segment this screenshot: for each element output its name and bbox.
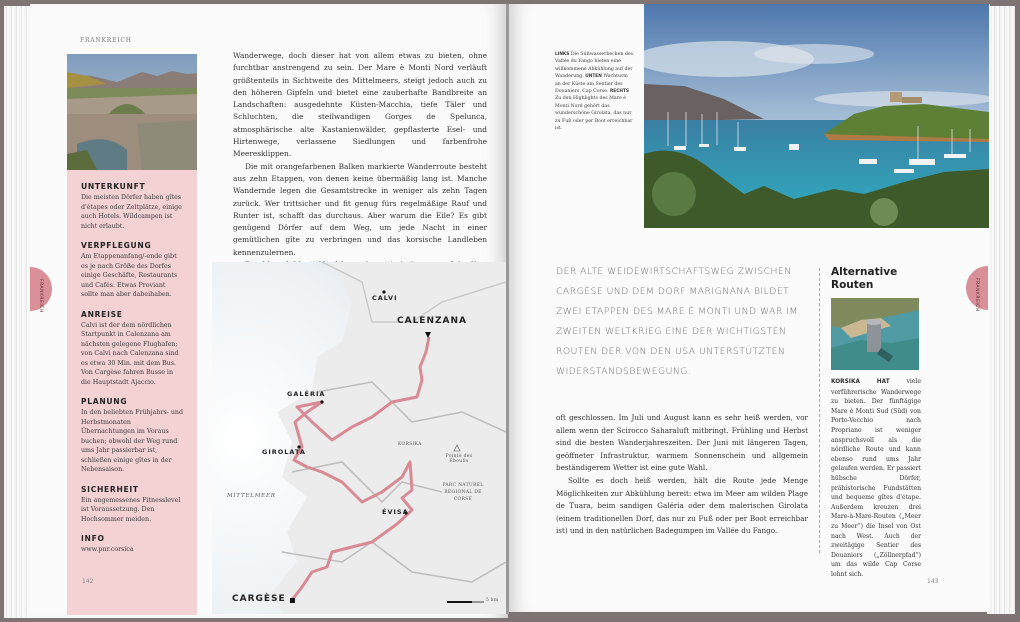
body-text-right: oft geschlossen. Im Juli und August kann es sehr heiß werden, vor allem wenn der Scirocco Saharaluft mitbringt. Frühling und Herbst sind die besten Wanderjahreszeiten. Der Juni mit längeren Tagen, geöffneter Infrastruktur, warmem Sonnenschein und allgemein beständigerem Wetter ist eine gute Wahl. Sollte es doch heiß werden, hält die Route jede Menge Möglichkeiten zur Abkühlung bereit: etwa im Meer am wilden Plage de Tuara, beim sandigen Galéria oder dem malerischen Girolata (einem traditionellen Dorf, das nur zu Fuß oder per Boot erreichbar ist) und in den natürlichen Badegumpen im Vallée du Fango. [556,413,808,536]
photo-captions: LINKS Die Süßwasserbecken des Vallée du Fango bieten eine willkommene Abkühlung auf der Wanderung. UNTEN Wachturm an der Küste am Sentier des Douaniers, Cap Corse. RECHTS Zu den Highlights des Mare è Monti Nord gehört das wunderschöne Girolata, das nur zu Fuß oder per Boot erreichbar ist. [555,52,634,132]
map-label-calvi: CALVI [372,294,398,302]
page-number-right: 143 [927,578,939,585]
map-label-girolata: GIROLATA [262,448,306,456]
map-label-calenzana: CALENZANA [397,316,467,326]
map-label-region: KORSIKA [398,442,422,447]
page-edges-right [987,6,1015,614]
route-map [212,262,506,614]
box-text: KORSIKA HAT viele verführerische Wanderwege zu bieten. Der fünftägige Mare è Monti Sud (Süd) von Porto-Vecchio nach Propriano ist weniger anspruchsvoll als die nördliche Route und kann ebenso rund ums Jahr gelaufen werden. Er passiert hübsche Dörfer, prähistorische Fundstätten und bequeme gîtes d'étape. Außerdem kreuzen drei Mare-à-Mare-Routen („Meer zu Meer“) die Insel von Ost nach West. Auch der zweitägige Sentier des Douaniers („Zöllnerpfad“) um das wilde Cap Corse lohnt sich. [831,378,921,578]
map-label-evisa: ÉVISA [382,508,409,516]
running-head: FRANKREICH [80,37,132,44]
map-label-peak: Pointe des Éboulis [445,454,473,464]
photo-girolata-bay [644,4,989,228]
info-unterkunft: UNTERKUNFT Die meisten Dörfer haben gîtes d'étapes oder Zeltplätze, einige auch Hotels. Wildcampen ist nicht erlaubt. [81,182,182,230]
body-text-left: Wanderwege, doch dieser hat von allem etwas zu bieten, ohne furchtbar anstrengend zu sein. Der Mare è Monti Nord verläuft größtenteils in Sichtweite des Mittelmeers, steigt jedoch auch zu den höheren Gipfeln und bietet eine zauberhafte Bandbreite an Landschaften: ausgedehnte Küsten-Macchia, tiefe Täler und Schluchten, die steilwandigen Gorges de Spelunca, atmosphärische alte Kastanienwälder, gepflasterte Esel- und Hirtenwege, verlassene Siedlungen und farbenfrohe Meeresklippen. Die mit orangefarbenen Balken markierte Wanderroute besteht aus zehn Etappen, von denen keine übermäßig lang ist. Manche Wandernde legen die Gesamtstrecke in weniger als zehn Tagen zurück. Wer trittsicher und fit genug fürs regelmäßige Rauf und Runter ist, schafft das durchaus. Aber warum die Eile? Es gibt genügend Dörfer auf dem Weg, um jede Nacht in einer gemütlichen gîte zu verbringen und das korsische Landleben kennenzulernen. [233,51,487,257]
info-verpflegung: VERPFLEGUNG Am Etappenanfang/-ende gibt es je nach Größe des Dorfes einige Geschäfte, Restaurants und Cafés. Etwas Proviant sollte man aber dabeihaben. [81,241,178,298]
page-number-left: 142 [82,578,94,585]
map-label-galeria: GALÉRIA [287,390,326,398]
map-label-cargese: CARGÈSE [232,594,286,604]
map-label-park: PARC NATUREL RÉGIONAL DE CORSE [442,483,484,502]
dashed-divider [819,268,820,553]
info-planung: PLANUNG In den beliebten Frühjahrs- und Herbstmonaten Übernachtungen im Voraus buchen; obwohl der Weg rund ums Jahr passierbar ist, schließen einige gîtes in der Nebensaison. [81,397,183,473]
photo-watchtower [831,298,919,370]
book-gutter [506,4,509,614]
map-scale-label: 5 km [486,598,499,603]
pull-quote: DER ALTE WEIDEWIRTSCHAFTSWEG ZWISCHEN CARGÈSE UND DEM DORF MARIGNANA BILDET ZWEI ETAPPEN DES MARE È MONTI UND WAR IM ZWEITEN WELTKRIEG EINE DER WICHTIGSTEN ROUTEN DER VON DEN USA UNTERSTÜTZTEN WIDERSTANDSBEWEGUNG. [556,266,798,377]
map-label-sea: MITTELMEER [227,493,276,499]
chapter-tab-right: FRANKREICH [966,266,988,310]
info-sicherheit: SICHERHEIT Ein angemessenes Fitnesslevel ist Voraussetzung. Den Hochsommer meiden. [81,484,181,523]
website-link[interactable]: www.pnr.corsica [81,546,134,553]
info-website: INFO www.pnr.corsica [81,534,183,555]
chapter-tab-left: FRANKREICH [30,267,52,311]
photo-stone-bridge [67,54,197,170]
box-title: Alternative Routen [831,266,898,291]
info-sidebar [67,170,197,615]
info-anreise: ANREISE Calvi ist der dem nördlichen Startpunkt in Calenzana am nächsten gelegene Flughafen; von Calvi nach Calenzana sind es etwa 30 Min. mit dem Bus. Von Cargèse fahren Busse in die Hauptstadt Ajaccio. [81,309,179,386]
